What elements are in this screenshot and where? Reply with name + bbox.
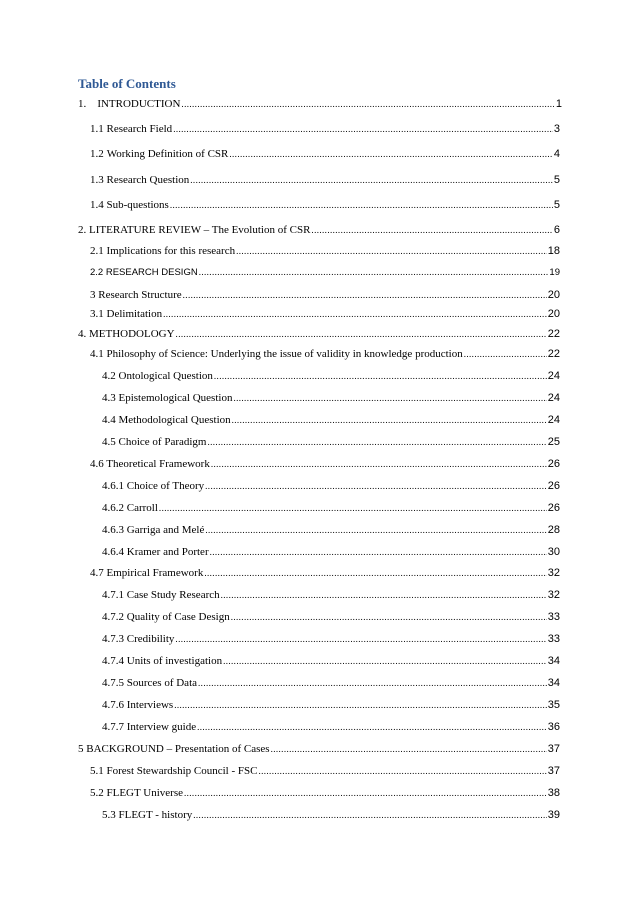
toc-page-number: 24 xyxy=(547,414,560,426)
toc-entry-title: 4.1 Philosophy of Science: Underlying the issue of validity in knowledge production xyxy=(90,348,463,360)
toc-entry[interactable] xyxy=(102,390,560,406)
toc-entry-title: 5.1 Forest Stewardship Council - FSC xyxy=(90,765,258,777)
toc-page-number: 26 xyxy=(547,458,560,470)
toc-entry-title: 4.4 Methodological Question xyxy=(102,414,231,426)
toc-entry-title: 2.2 RESEARCH DESIGN xyxy=(90,267,198,278)
toc-entry-title: 4.7.3 Credibility xyxy=(102,633,175,645)
toc-entry-title: 4.7.1 Case Study Research xyxy=(102,589,220,601)
toc-entry[interactable] xyxy=(102,478,560,494)
toc-page-number: 22 xyxy=(547,328,560,340)
toc-entry-title: 1.3 Research Question xyxy=(90,174,190,186)
toc-entry-title: 5.3 FLEGT - history xyxy=(102,809,193,821)
toc-page-number: 4 xyxy=(553,148,560,160)
toc-page-number: 3 xyxy=(553,123,560,135)
toc-entry-title: INTRODUCTION xyxy=(97,98,181,110)
toc-page-number: 19 xyxy=(549,267,560,278)
toc-dot-leader xyxy=(183,287,547,303)
toc-page-number: 20 xyxy=(547,308,560,320)
toc-page-number: 30 xyxy=(547,546,560,558)
toc-page-number: 1 xyxy=(555,98,562,110)
toc-page-number: 34 xyxy=(547,655,560,667)
toc-entry[interactable] xyxy=(102,719,560,735)
toc-entry-title: 4.7 Empirical Framework xyxy=(90,567,204,579)
toc-entry[interactable] xyxy=(90,763,560,779)
toc-dot-leader xyxy=(170,197,553,213)
toc-dot-leader xyxy=(214,368,547,384)
toc-page-number: 37 xyxy=(547,743,560,755)
toc-dot-leader xyxy=(199,264,549,280)
toc-entry[interactable] xyxy=(102,609,560,625)
toc-dot-leader xyxy=(173,121,553,137)
toc-dot-leader xyxy=(271,741,547,757)
toc-entry[interactable] xyxy=(102,587,560,603)
toc-entry[interactable] xyxy=(78,96,562,112)
toc-page-number: 26 xyxy=(547,480,560,492)
toc-entry[interactable] xyxy=(90,565,560,581)
toc-entry-title: 4.7.4 Units of investigation xyxy=(102,655,223,667)
toc-dot-leader xyxy=(204,565,546,581)
toc-page-number: 28 xyxy=(547,524,560,536)
toc-entry[interactable] xyxy=(90,146,560,162)
toc-dot-leader xyxy=(231,609,547,625)
toc-page-number: 39 xyxy=(547,809,560,821)
toc-entry-title: 5.2 FLEGT Universe xyxy=(90,787,183,799)
toc-entry[interactable] xyxy=(90,172,560,188)
toc-entry[interactable] xyxy=(102,653,560,669)
toc-page-number: 20 xyxy=(547,289,560,301)
toc-entry[interactable] xyxy=(90,243,560,259)
toc-dot-leader xyxy=(181,96,554,112)
toc-entry-title: 5 BACKGROUND – Presentation of Cases xyxy=(78,743,270,755)
toc-entry[interactable] xyxy=(102,368,560,384)
toc-page-number: 18 xyxy=(547,245,560,257)
toc-page-number: 25 xyxy=(547,436,560,448)
toc-entry[interactable] xyxy=(78,326,560,342)
toc-page-number: 24 xyxy=(547,370,560,382)
toc-entry[interactable] xyxy=(90,346,560,362)
toc-page-number: 5 xyxy=(553,199,560,211)
toc-page-number: 37 xyxy=(547,765,560,777)
toc-entry-title: 4.6 Theoretical Framework xyxy=(90,458,210,470)
toc-entry-number: 1.2 xyxy=(90,148,104,160)
toc-dot-leader xyxy=(176,326,547,342)
toc-dot-leader xyxy=(232,412,547,428)
toc-dot-leader xyxy=(205,522,546,538)
toc-page-number: 38 xyxy=(547,787,560,799)
toc-dot-leader xyxy=(175,631,546,647)
toc-page-number: 26 xyxy=(547,502,560,514)
toc-entry[interactable] xyxy=(78,222,560,238)
toc-dot-leader xyxy=(159,500,547,516)
toc-page-number: 35 xyxy=(547,699,560,711)
toc-entry-title: Working Definition of CSR xyxy=(106,148,229,160)
toc-entry[interactable] xyxy=(90,306,560,322)
toc-dot-leader xyxy=(207,434,546,450)
toc-dot-leader xyxy=(223,653,547,669)
toc-dot-leader xyxy=(221,587,547,603)
toc-page-number: 33 xyxy=(547,633,560,645)
toc-dot-leader xyxy=(229,146,553,162)
toc-title: Table of Contents xyxy=(78,76,176,91)
toc-dot-leader xyxy=(184,785,547,801)
toc-entry-title: 4.5 Choice of Paradigm xyxy=(102,436,207,448)
toc-dot-leader xyxy=(197,719,547,735)
toc-entry[interactable] xyxy=(78,741,560,757)
toc-entry-title: 4.6.1 Choice of Theory xyxy=(102,480,205,492)
toc-page-number: 34 xyxy=(547,677,560,689)
toc-entry[interactable] xyxy=(102,434,560,450)
toc-entry[interactable] xyxy=(90,287,560,303)
toc-entry[interactable] xyxy=(102,544,560,560)
toc-entry-title: 1.1 Research Field xyxy=(90,123,173,135)
toc-page-number: 5 xyxy=(553,174,560,186)
toc-entry-title: 2. LITERATURE REVIEW – The Evolution of CSR xyxy=(78,224,311,236)
toc-entry[interactable] xyxy=(102,412,560,428)
toc-entry-title: 4. METHODOLOGY xyxy=(78,328,175,340)
toc-dot-leader xyxy=(163,306,547,322)
toc-entry-title: 4.7.2 Quality of Case Design xyxy=(102,611,230,623)
toc-dot-leader xyxy=(211,456,547,472)
toc-entry[interactable] xyxy=(90,197,560,213)
toc-entry-title: 4.7.7 Interview guide xyxy=(102,721,197,733)
toc-dot-leader xyxy=(205,478,547,494)
toc-entry[interactable] xyxy=(102,522,560,538)
toc-page-number: 6 xyxy=(553,224,560,236)
toc-entry-title: 4.3 Epistemological Question xyxy=(102,392,233,404)
toc-entry-title: 4.6.2 Carroll xyxy=(102,502,158,514)
toc-entry-title: 4.6.3 Garriga and Melé xyxy=(102,524,205,536)
toc-entry-title: 2.1 Implications for this research xyxy=(90,245,236,257)
toc-dot-leader xyxy=(190,172,553,188)
toc-entry-title: 3 Research Structure xyxy=(90,289,182,301)
toc-entry[interactable] xyxy=(102,807,560,823)
toc-entry[interactable] xyxy=(102,631,560,647)
toc-entry-title: 3.1 Delimitation xyxy=(90,308,163,320)
toc-entry-title: 4.6.4 Kramer and Porter xyxy=(102,546,209,558)
toc-dot-leader xyxy=(233,390,546,406)
toc-entry[interactable] xyxy=(90,121,560,137)
toc-page-number: 24 xyxy=(547,392,560,404)
toc-page-number: 32 xyxy=(547,589,560,601)
toc-entry[interactable] xyxy=(90,456,560,472)
toc-entry[interactable] xyxy=(102,697,560,713)
toc-entry-title: 4.2 Ontological Question xyxy=(102,370,213,382)
toc-entry[interactable] xyxy=(102,500,560,516)
toc-entry[interactable] xyxy=(90,264,560,280)
toc-dot-leader xyxy=(193,807,547,823)
toc-page-number: 33 xyxy=(547,611,560,623)
toc-dot-leader xyxy=(311,222,552,238)
toc-entry-title: 1.4 Sub-questions xyxy=(90,199,169,211)
toc-entry[interactable] xyxy=(102,675,560,691)
toc-entry-number: 1. xyxy=(78,98,87,110)
toc-dot-leader xyxy=(464,346,547,362)
toc-dot-leader xyxy=(258,763,546,779)
toc-entry-title: 4.7.6 Interviews xyxy=(102,699,174,711)
toc-page-number: 32 xyxy=(547,567,560,579)
toc-page-number: 36 xyxy=(547,721,560,733)
toc-dot-leader xyxy=(236,243,547,259)
toc-dot-leader xyxy=(174,697,547,713)
toc-page-number: 22 xyxy=(547,348,560,360)
toc-entry-title: 4.7.5 Sources of Data xyxy=(102,677,198,689)
toc-entry[interactable] xyxy=(90,785,560,801)
toc-dot-leader xyxy=(210,544,547,560)
toc-dot-leader xyxy=(198,675,547,691)
